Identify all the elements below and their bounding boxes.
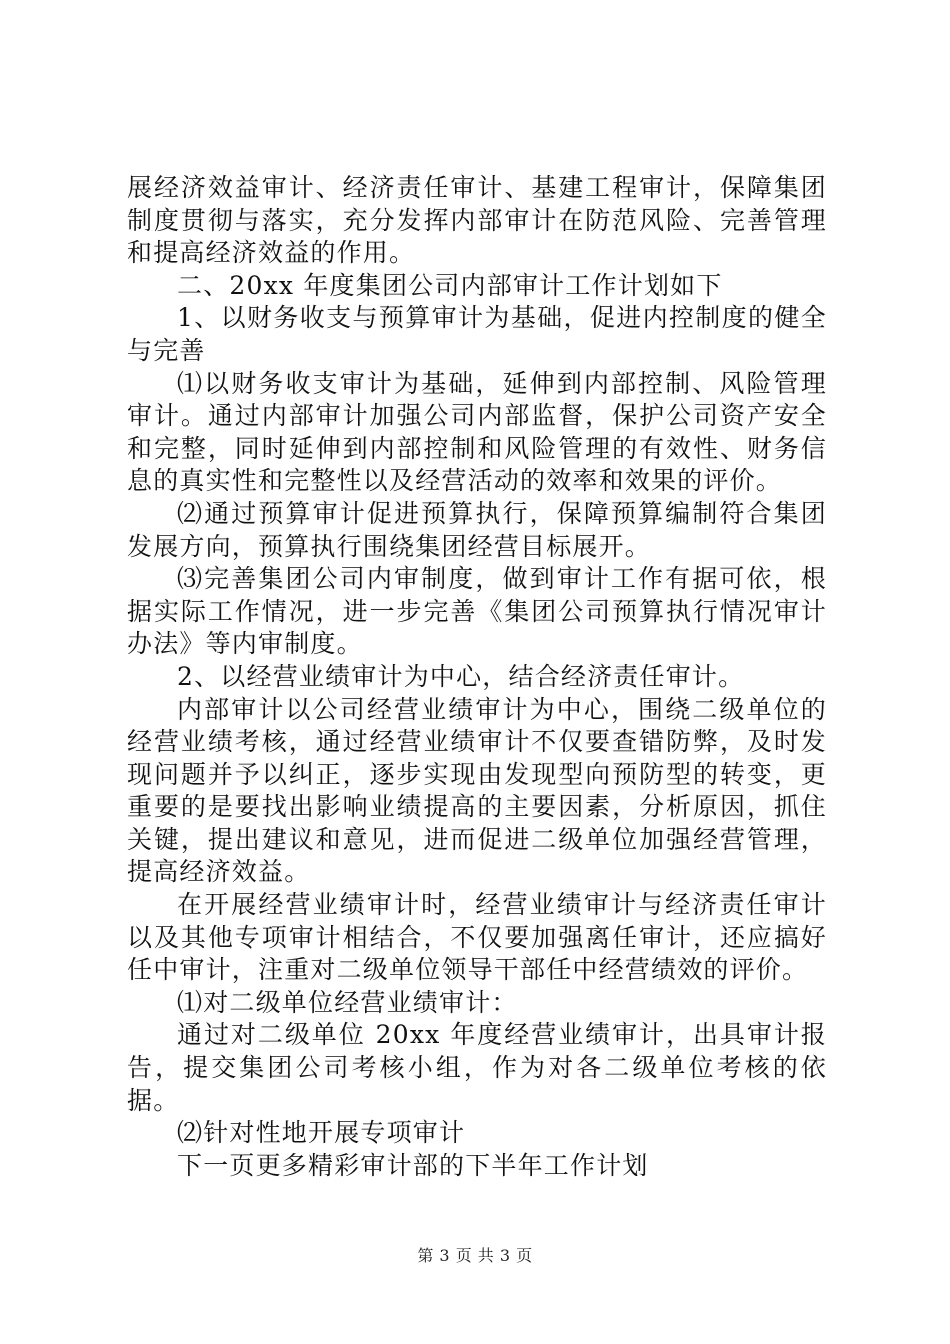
paragraph-2-section-heading: 二、20xx 年度集团公司内部审计工作计划如下 (177, 270, 723, 300)
paragraph-6-subitem-3: ⑶完善集团公司内审制度，做到审计工作有据可依，根据实际工作情况，进一步完善《集团公司预算执行情况审计办法》等内审制度。 (127, 564, 827, 659)
paragraph-5-subitem-2: ⑵通过预算审计促进预算执行，保障预算编制符合集团发展方向，预算执行围绕集团经营目标展开。 (127, 498, 827, 561)
paragraph-8: 内部审计以公司经营业绩审计为中心，围绕二级单位的经营业绩考核，通过经营业绩审计不仅要查错防弊，及时发现问题并予以纠正，逐步实现由发现型向预防型的转变，更重要的是要找出影响业绩提高的主要因素，分析原因，抓住关键，提出建议和意见，进而促进二级单位加强经营管理，提高经济效益。 (127, 694, 827, 887)
paragraph-1: 展经济效益审计、经济责任审计、基建工程审计，保障集团制度贯彻与落实，充分发挥内部审计在防范风险、完善管理和提高经济效益的作用。 (127, 173, 827, 268)
paragraph-12-subitem-2: ⑵针对性地开展专项审计 (177, 1118, 466, 1148)
document-body (127, 172, 827, 1182)
paragraph-11: 通过对二级单位 20xx 年度经营业绩审计，出具审计报告，提交集团公司考核小组，作为对各二级单位考核的依据。 (127, 1020, 827, 1115)
paragraph-9: 在开展经营业绩审计时，经营业绩审计与经济责任审计以及其他专项审计相结合，不仅要加强离任审计，还应搞好任中审计，注重对二级单位领导干部任中经营绩效的评价。 (127, 890, 827, 985)
paragraph-13-next-page-link: 下一页更多精彩审计部的下半年工作计划 (177, 1150, 649, 1180)
paragraph-3-item-1: 1、以财务收支与预算审计为基础，促进内控制度的健全与完善 (127, 303, 827, 365)
paragraph-7-item-2: 2、以经营业绩审计为中心，结合经济责任审计。 (177, 661, 745, 691)
paragraph-4-subitem-1: ⑴以财务收支审计为基础，延伸到内部控制、风险管理审计。通过内部审计加强公司内部监督，保护公司资产安全和完整，同时延伸到内部控制和风险管理的有效性、财务信息的真实性和完整性以及经营活动的效率和效果的评价。 (127, 368, 827, 496)
paragraph-10-subitem-1: ⑴对二级单位经营业绩审计： (177, 987, 518, 1017)
page-number-footer: 第 3 页 共 3 页 (417, 1246, 533, 1265)
